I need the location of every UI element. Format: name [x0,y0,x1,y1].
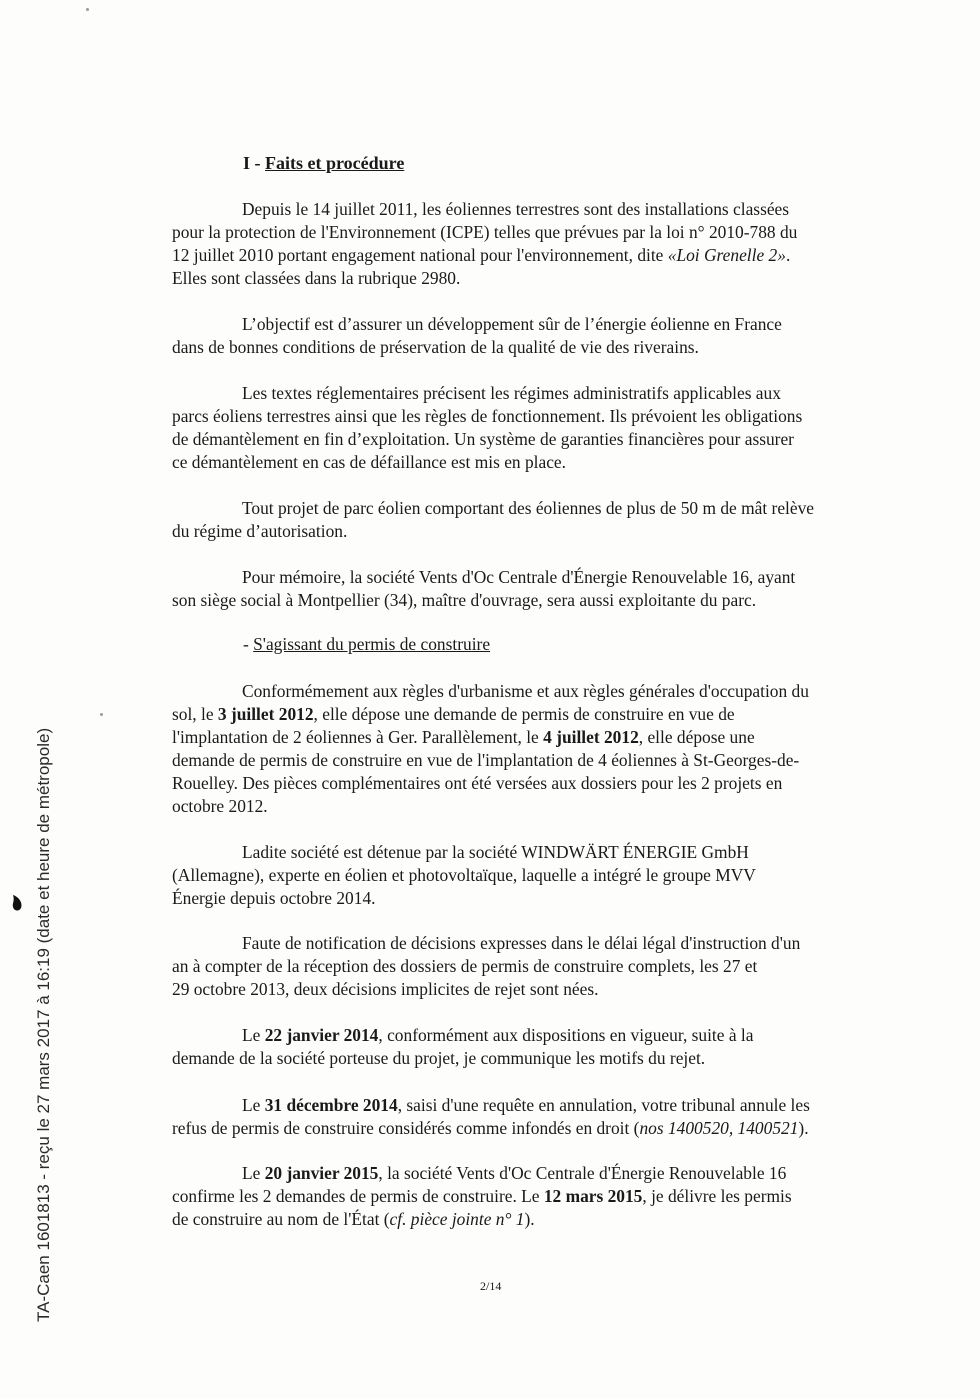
section-heading [243,153,404,174]
paragraph-line: an à compter de la réception des dossiers de permis de construire complets, les 27 et [172,956,758,976]
paragraph-line: octobre 2012. [172,796,268,816]
paragraph-line: Faute de notification de décisions expresses dans le délai légal d'instruction d'un [242,933,801,953]
paragraph-line: Le 31 décembre 2014, saisi d'une requête en annulation, votre tribunal annule les [242,1095,810,1115]
paragraph-line: du régime d’autorisation. [172,521,348,541]
paragraph-line: Tout projet de parc éolien comportant des éoliennes de plus de 50 m de mât relève [242,498,814,518]
paragraph-line [172,244,896,267]
paragraph-line: 29 octobre 2013, deux décisions implicites de rejet sont nées. [172,979,599,999]
paragraph-line-text: 12 juillet 2010 portant engagement national pour l'environnement, dite «Loi Grenelle 2». [172,245,791,265]
paragraph-line: Conformémement aux règles d'urbanisme et aux règles générales d'occupation du [242,681,809,701]
paragraph-line: demande de la société porteuse du projet, je communique les motifs du rejet. [172,1048,706,1068]
paragraph-line: Elles sont classées dans la rubrique 2980. [172,268,461,288]
paragraph-line: demande de permis de construire en vue de l'implantation de 4 éoliennes à St-Georges-de- [172,750,800,770]
paragraph-line: Depuis le 14 juillet 2011, les éoliennes terrestres sont des installations classées [242,199,790,219]
paragraph-line: L’objectif est d’assurer un développement sûr de l’énergie éolienne en France [242,314,782,334]
paragraph-objective [172,313,896,359]
paragraph-memo [172,566,896,612]
paragraph-line: Les textes réglementaires précisent les régimes administratifs applicables aux [242,383,781,403]
paragraph-rejection-motives [172,1024,896,1070]
scan-speck [100,713,103,716]
paragraph-icpe [172,198,896,290]
paragraph-annulment [172,1094,896,1140]
scan-speck [86,8,89,11]
subsection-dash: - [243,634,254,654]
paragraph-line: pour la protection de l'Environnement (ICPE) telles que prévues par la loi n° 2010-788 du [172,222,798,242]
paragraph-line: refus de permis de construire considérés comme infondés en droit (nos 1400520, 1400521). [172,1118,809,1138]
paragraph-line: son siège social à Montpellier (34), maître d'ouvrage, sera aussi exploitante du parc. [172,590,757,610]
paragraph-line: l'implantation de 2 éoliennes à Ger. Parallèlement, le 4 juillet 2012, elle dépose une [172,727,755,747]
paragraph-line: Rouelley. Des pièces complémentaires ont été versées aux dossiers pour les 2 projets en [172,773,783,793]
paragraph-ownership [172,841,896,910]
paragraph-line: dans de bonnes conditions de préservation de la qualité de vie des riverains. [172,337,699,357]
paragraph-line: sol, le 3 juillet 2012, elle dépose une demande de permis de construire en vue de [172,704,735,724]
paragraph-implicit-rejection [172,932,896,1001]
paragraph-line: confirme les 2 demandes de permis de construire. Le 12 mars 2015, je délivre les permis [172,1186,792,1206]
paragraph-line: (Allemagne), experte en éolien et photovoltaïque, laquelle a intégré le groupe MVV [172,865,756,885]
subsection-title: S'agissant du permis de construire [253,634,491,654]
section-heading-prefix: I - [243,153,265,173]
paragraph-line: de construire au nom de l'État (cf. pièce jointe n° 1). [172,1209,535,1229]
paragraph-authorisation [172,497,896,543]
section-heading-title: Faits et procédure [265,153,405,173]
page-number: 2/14 [480,1279,502,1293]
paragraph-line: Le 20 janvier 2015, la société Vents d'Oc Centrale d'Énergie Renouvelable 16 [242,1163,787,1183]
paragraph-regulations [172,382,896,474]
paragraph-line: Énergie depuis octobre 2014. [172,888,376,908]
paragraph-line: Pour mémoire, la société Vents d'Oc Centrale d'Énergie Renouvelable 16, ayant [242,567,796,587]
ink-blot-icon [10,893,24,913]
subsection-heading [243,634,490,655]
paragraph-line: ce démantèlement en cas de défaillance est mis en place. [172,452,566,472]
paragraph-line: Ladite société est détenue par la société WINDWÄRT ÉNERGIE GmbH [242,842,749,862]
paragraph-permit-requests [172,680,896,818]
paragraph-line: de démantèlement en fin d’exploitation. Un système de garanties financières pour assurer [172,429,794,449]
paragraph-permits-issued [172,1162,896,1231]
paragraph-line: parcs éoliens terrestres ainsi que les règles de fonctionnement. Ils prévoient les obligations [172,406,803,426]
receipt-stamp: TA-Caen 1601813 - reçu le 27 mars 2017 à 16:19 (date et heure de métropole) [34,727,53,1322]
paragraph-line: Le 22 janvier 2014, conformément aux dispositions en vigueur, suite à la [242,1025,754,1045]
